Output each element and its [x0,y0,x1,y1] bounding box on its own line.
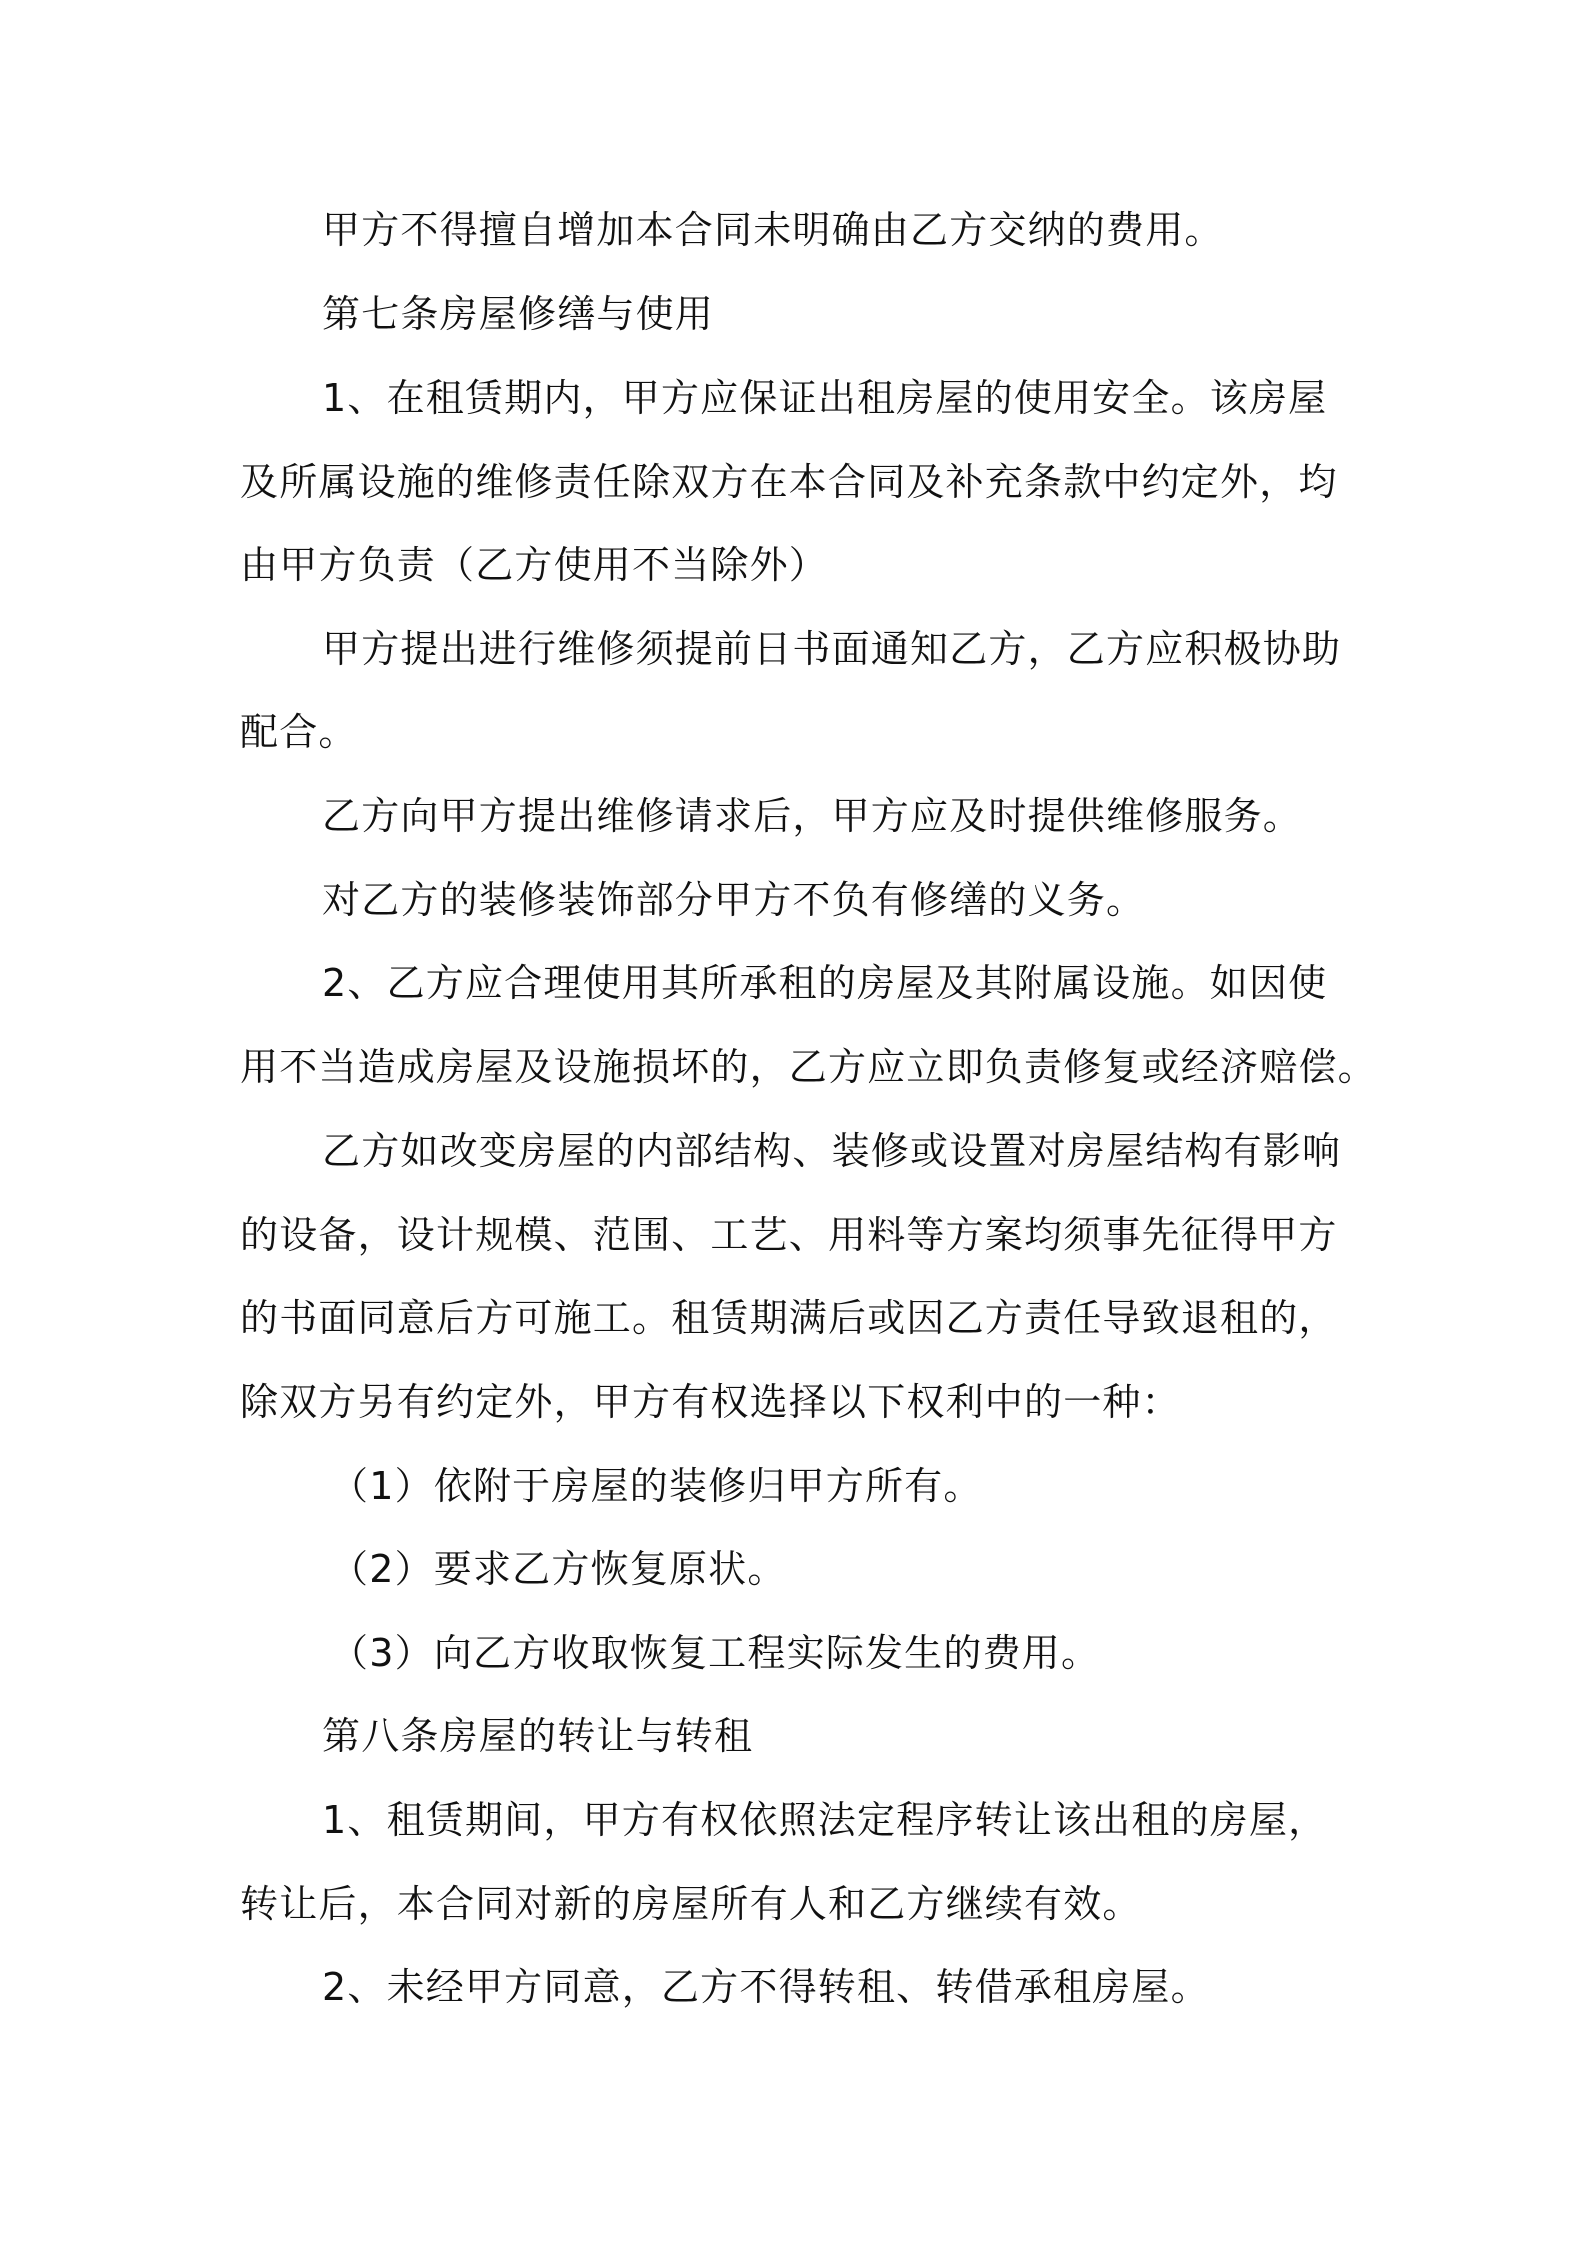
section-heading: 第八条房屋的转让与转租 [322,1714,754,1758]
text-line: 甲方不得擅自增加本合同未明确由乙方交纳的费用。 [322,208,1224,252]
section-heading: 第七条房屋修缮与使用 [322,292,715,336]
text-line: 1、在租赁期内，甲方应保证出租房屋的使用安全。该房屋 [322,376,1328,420]
text-line: 除双方另有约定外，甲方有权选择以下权利中的一种： [240,1380,1181,1424]
text-line: 乙方向甲方提出维修请求后，甲方应及时提供维修服务。 [322,794,1303,838]
text-line: 乙方如改变房屋的内部结构、装修或设置对房屋结构有影响 [322,1129,1342,1173]
text-line: 甲方提出进行维修须提前日书面通知乙方，乙方应积极协助 [322,627,1342,671]
text-line: 2、乙方应合理使用其所承租的房屋及其附属设施。如因使 [322,961,1328,1005]
text-line: 对乙方的装修装饰部分甲方不负有修缮的义务。 [322,878,1146,922]
text-line: 及所属设施的维修责任除双方在本合同及补充条款中约定外，均 [240,460,1338,504]
text-line: 2、未经甲方同意，乙方不得转租、转借承租房屋。 [322,1965,1210,2009]
list-item: （1）依附于房屋的装修归甲方所有。 [330,1464,983,1508]
list-item: （3）向乙方收取恢复工程实际发生的费用。 [330,1631,1101,1675]
text-line: 用不当造成房屋及设施损坏的，乙方应立即负责修复或经济赔偿。 [240,1045,1377,1089]
text-line: 由甲方负责（乙方使用不当除外） [240,543,829,587]
text-line: 转让后，本合同对新的房屋所有人和乙方继续有效。 [240,1882,1142,1926]
list-item: （2）要求乙方恢复原状。 [330,1547,787,1591]
text-line: 的书面同意后方可施工。租赁期满后或因乙方责任导致退租的， [240,1296,1338,1340]
text-line: 的设备，设计规模、范围、工艺、用料等方案均须事先征得甲方 [240,1213,1338,1257]
text-line: 配合。 [240,710,358,754]
text-line: 1、租赁期间，甲方有权依照法定程序转让该出租的房屋， [322,1798,1328,1842]
